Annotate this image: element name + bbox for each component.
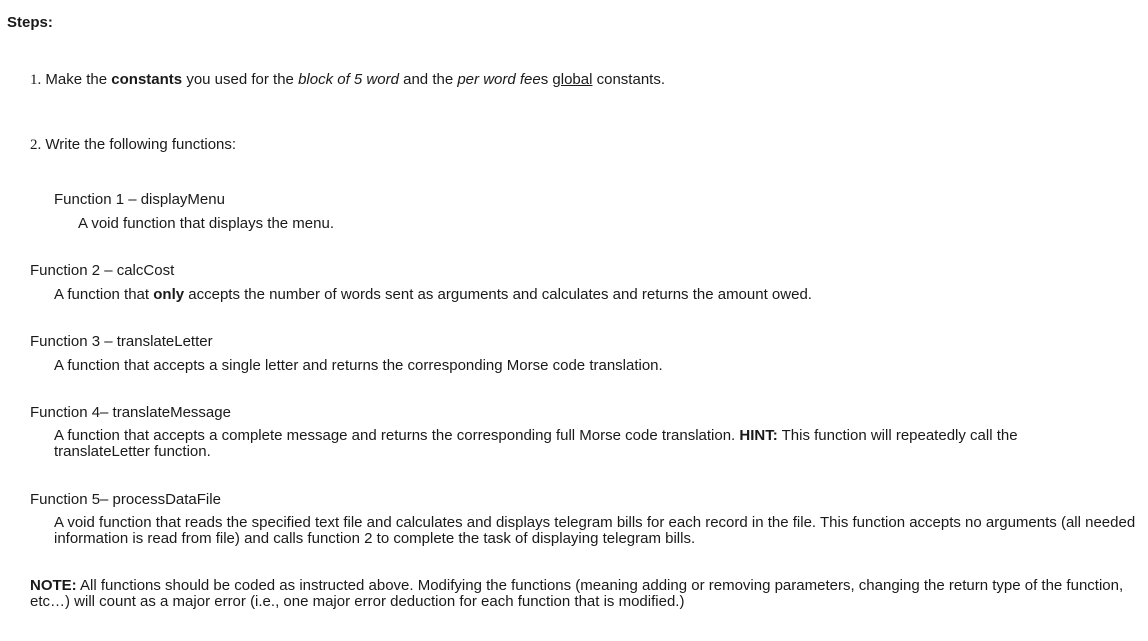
- step-1-per-word-fee: per word fee: [457, 71, 541, 88]
- function-1-title: Function 1 – displayMenu: [54, 191, 225, 208]
- step-1-block-of-5-word: block of 5 word: [298, 71, 399, 88]
- step-1-number: 1.: [30, 72, 42, 88]
- function-4-title: Function 4– translateMessage: [30, 404, 231, 421]
- function-1-description: A void function that displays the menu.: [78, 215, 334, 232]
- steps-heading: Steps:: [7, 14, 53, 31]
- step-2-text: Write the following functions:: [41, 136, 237, 153]
- step-1-text: you used for the: [182, 71, 299, 88]
- note-text: All functions should be coded as instructed above. Modifying the functions (meaning adding or removing parameters, changing the return type of the function, etc…) will count as a major error (i.e., one major error deduction for each function that is modified.): [30, 577, 1124, 610]
- function-5-title: Function 5– processDataFile: [30, 491, 221, 508]
- step-1-text: and the: [398, 71, 458, 88]
- function-2-desc-text: A function that: [54, 286, 154, 303]
- function-2-desc-text: accepts the number of words sent as arguments and calculates and returns the amount owed.: [184, 286, 812, 303]
- step-1: [30, 71, 665, 89]
- step-1-text: s: [540, 71, 553, 88]
- function-4-description: [54, 428, 1094, 460]
- step-1-text: Make the: [41, 71, 112, 88]
- step-2-number: 2.: [30, 137, 42, 153]
- step-2: [30, 136, 236, 154]
- function-3-title: Function 3 – translateLetter: [30, 333, 213, 350]
- function-5-description: A void function that reads the specified text file and calculates and displays telegram bills for each record in the file. This function accepts no arguments (all needed information is read from file) and calls function 2 to complete the task of displaying telegram bills.: [54, 514, 1136, 547]
- function-4-desc-hint: HINT:: [739, 427, 778, 444]
- function-3-description: A function that accepts a single letter and returns the corresponding Morse code translation.: [54, 357, 663, 374]
- note: [30, 578, 1142, 610]
- function-4-desc-text: This function will repeatedly call the translateLetter function.: [54, 427, 1018, 460]
- function-2-description: [54, 286, 812, 303]
- function-2-desc-only: only: [153, 286, 185, 303]
- step-1-text: constants.: [592, 71, 665, 88]
- step-1-global: global: [552, 71, 593, 88]
- function-4-desc-text: A function that accepts a complete message and returns the corresponding full Morse code translation.: [54, 427, 740, 444]
- function-2-title: Function 2 – calcCost: [30, 262, 175, 279]
- step-1-constants: constants: [111, 71, 183, 88]
- note-label: NOTE:: [30, 577, 77, 594]
